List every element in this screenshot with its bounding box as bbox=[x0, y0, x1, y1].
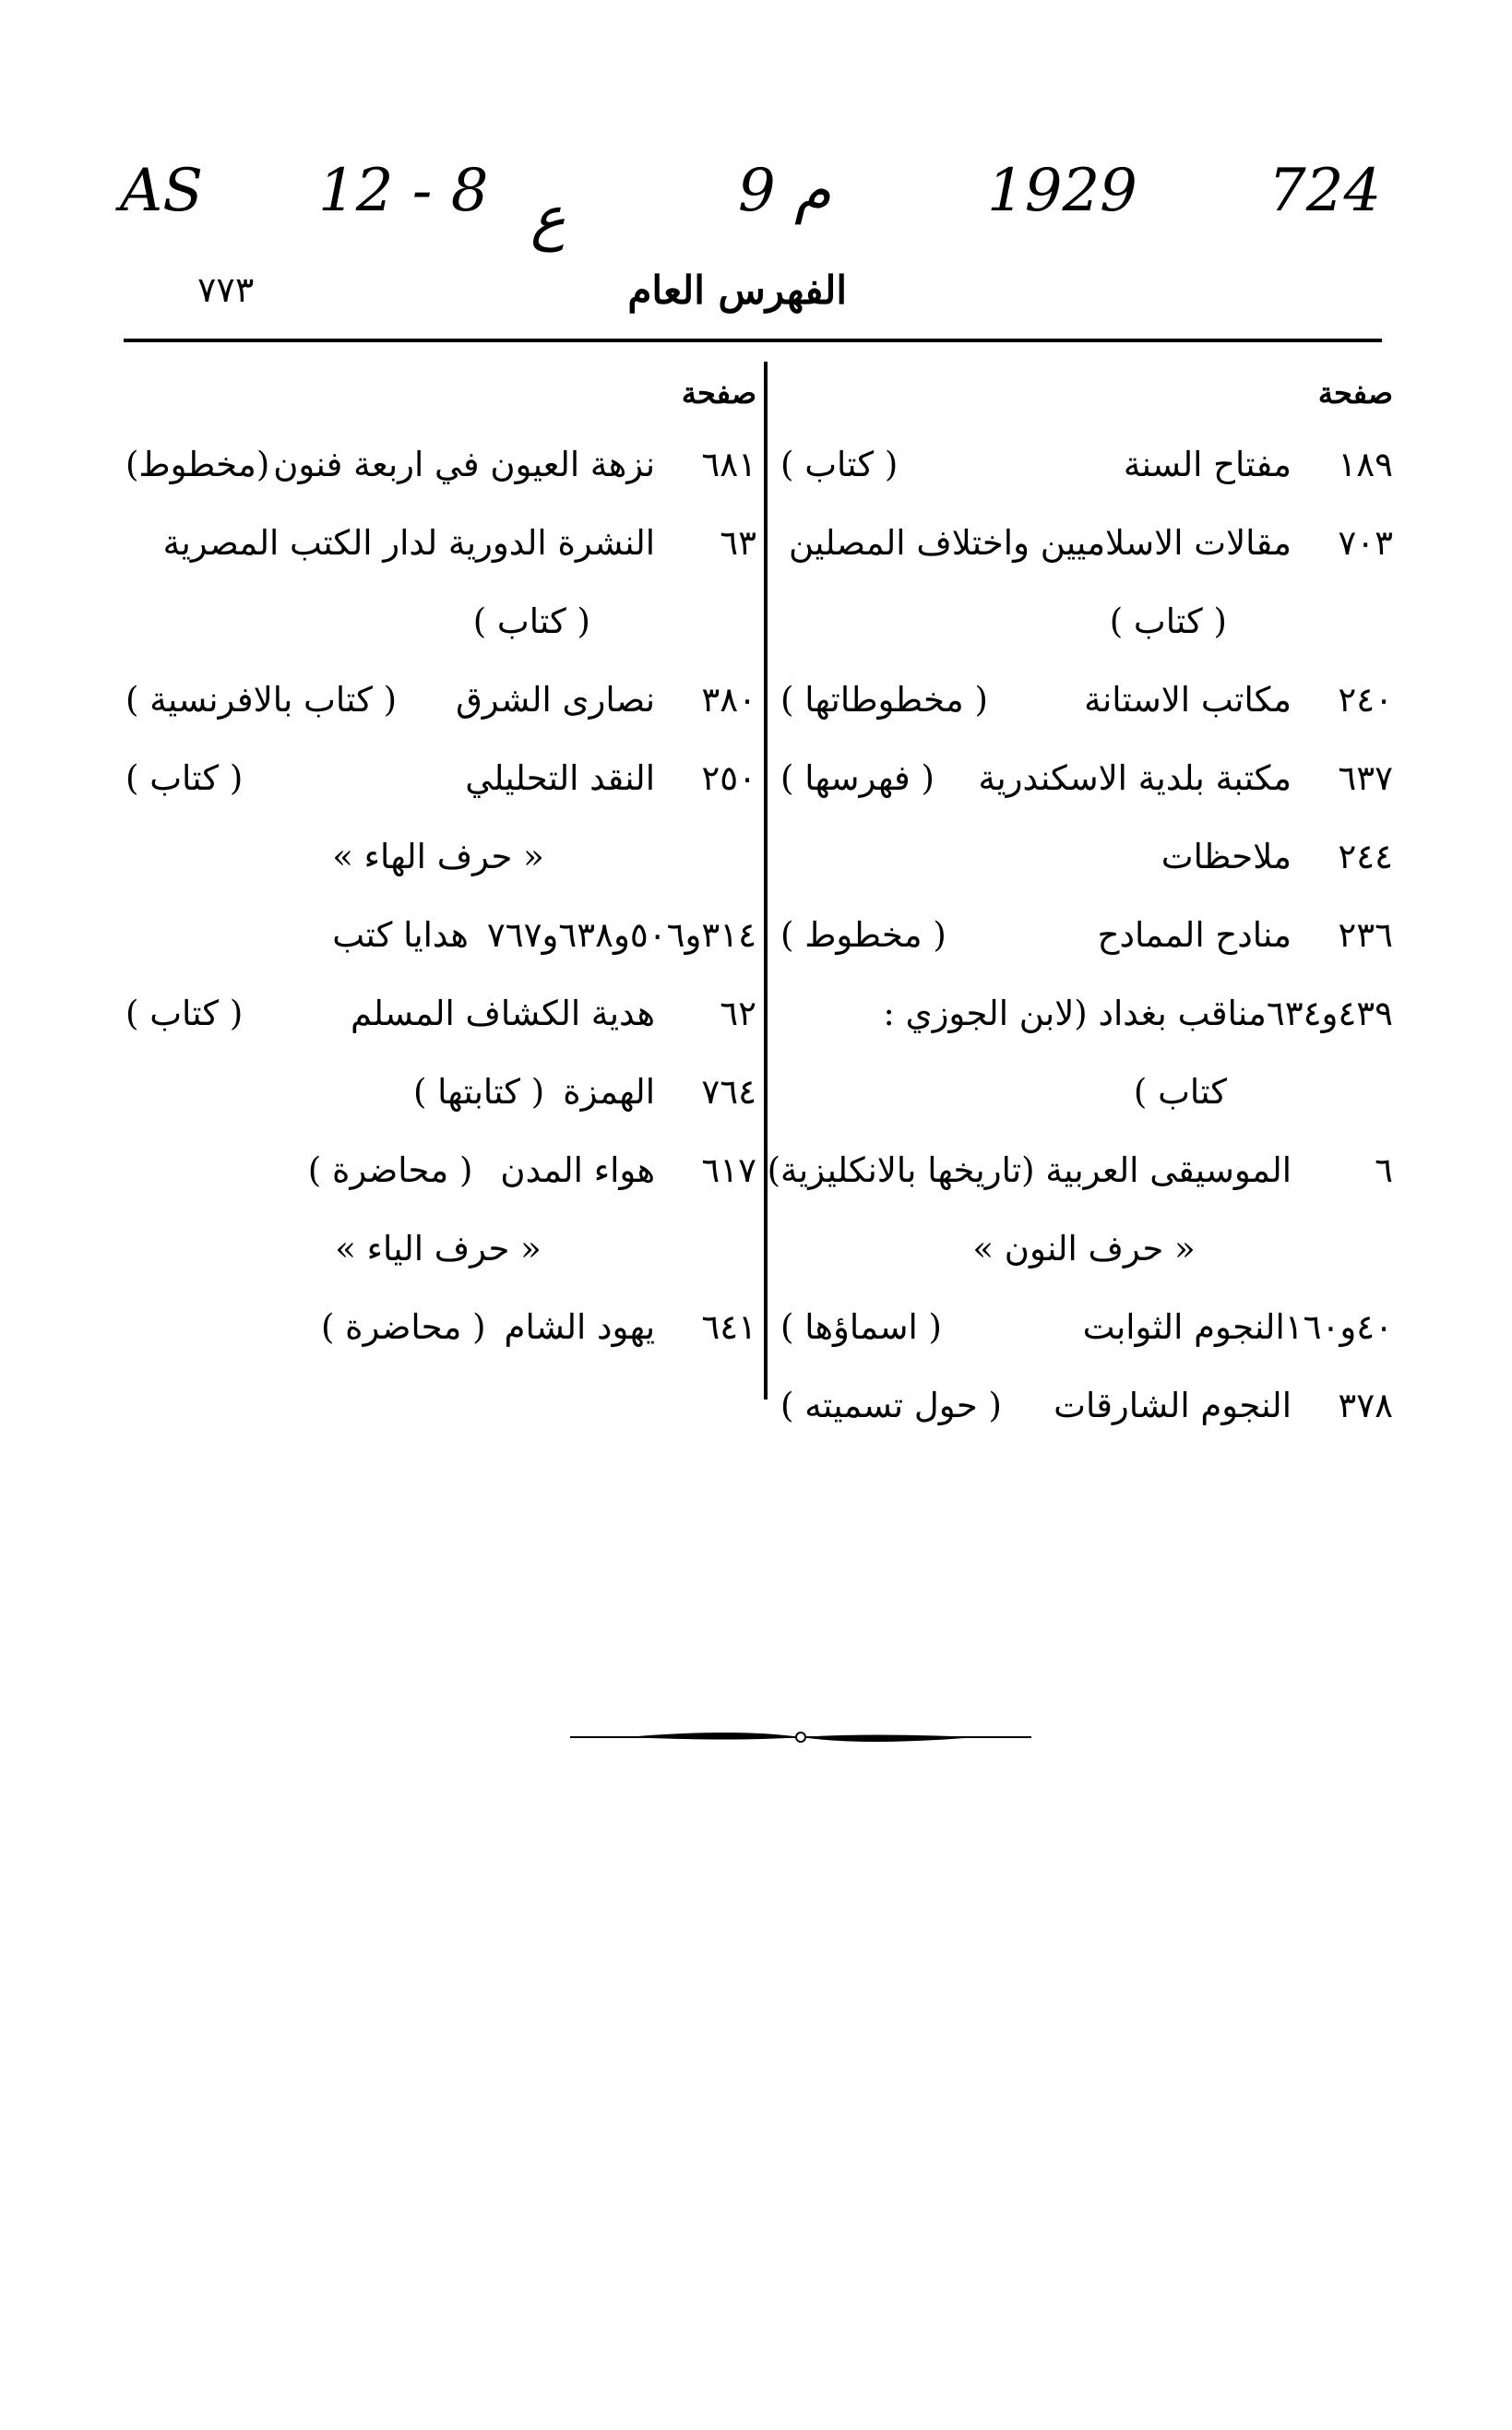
handwritten-note: AS bbox=[120, 157, 204, 225]
entry-page: ٣٧٨ bbox=[1338, 1386, 1393, 1426]
index-entry-continuation bbox=[775, 1054, 1393, 1132]
entry-page: ٦٣ bbox=[720, 523, 756, 564]
entry-kind: ( كتاب ) bbox=[125, 758, 244, 799]
entry-kind: كتاب ) bbox=[1133, 1072, 1227, 1113]
entry-page: ٢٥٠ bbox=[701, 758, 756, 799]
entry-title: النشرة الدورية لدار الكتب المصرية bbox=[162, 523, 655, 564]
index-entry bbox=[120, 1289, 756, 1367]
index-entry bbox=[120, 1132, 756, 1210]
index-entry bbox=[775, 661, 1393, 740]
index-entry bbox=[775, 975, 1393, 1054]
handwritten-annotations bbox=[0, 138, 1512, 253]
column-head: صفحة bbox=[1317, 375, 1393, 411]
entry-title: هدية الكشاف المسلم bbox=[350, 994, 655, 1034]
handwritten-note: 724 bbox=[1268, 157, 1382, 225]
entry-kind: ( كتاب ) bbox=[780, 445, 899, 485]
index-entry bbox=[775, 1367, 1393, 1446]
page-title: الفهرس العام bbox=[627, 268, 847, 313]
column-divider bbox=[764, 362, 768, 1400]
section-heading bbox=[775, 1210, 1393, 1289]
entry-page: ٦٢ bbox=[720, 994, 756, 1034]
entry-title: هدايا كتب bbox=[332, 915, 469, 956]
entry-kind: ( مخطوط ) bbox=[780, 915, 946, 956]
entry-title: منادح الممادح bbox=[1097, 915, 1292, 956]
entry-kind: ( كتاب ) bbox=[1109, 602, 1227, 642]
entry-page: ٤٣٩و٦٣٤ bbox=[1266, 994, 1393, 1034]
index-entry bbox=[120, 661, 756, 740]
entry-kind: ( مخطوطاتها ) bbox=[780, 680, 988, 721]
entry-kind: ( فهرسها ) bbox=[780, 758, 935, 799]
entry-kind: ( كتابتها ) bbox=[412, 1072, 545, 1113]
entry-title: يهود الشام bbox=[504, 1307, 655, 1348]
handwritten-note: 1929 bbox=[987, 157, 1137, 225]
entry-kind: ( حول تسميته ) bbox=[780, 1386, 1002, 1426]
index-entry-continuation bbox=[120, 583, 756, 661]
index-entry bbox=[775, 740, 1393, 818]
entry-page: ٧٠٣ bbox=[1338, 523, 1393, 564]
column-head: صفحة bbox=[681, 375, 756, 411]
entry-title: نزهة العيون في اربعة فنون bbox=[273, 445, 655, 485]
entry-page: ٤٠و١٦٠ bbox=[1284, 1307, 1393, 1348]
entry-title: الموسيقى العربية (تاريخها بالانكليزية) bbox=[767, 1150, 1292, 1191]
entry-title: مقالات الاسلاميين واختلاف المصلين bbox=[788, 523, 1292, 564]
section-heading-text: « حرف النون » bbox=[972, 1229, 1196, 1269]
page-number: ٧٧٣ bbox=[197, 269, 255, 310]
entry-page: ٣٨٠ bbox=[701, 680, 756, 721]
entry-title: النجوم الثوابت bbox=[1082, 1307, 1285, 1348]
entry-title: النجوم الشارقات bbox=[1054, 1386, 1292, 1426]
entry-kind: ( محاضرة ) bbox=[307, 1150, 473, 1191]
section-heading-text: « حرف الهاء » bbox=[332, 837, 544, 877]
handwritten-note: ع bbox=[530, 185, 566, 253]
header-rule bbox=[124, 339, 1382, 342]
entry-page: ٢٤٠ bbox=[1338, 680, 1393, 721]
entry-kind: ( اسماؤها ) bbox=[780, 1307, 942, 1348]
entry-kind: ( كتاب ) bbox=[472, 602, 590, 642]
index-entry bbox=[775, 426, 1393, 505]
section-heading-text: « حرف الياء » bbox=[335, 1229, 542, 1269]
entry-kind: ( محاضرة ) bbox=[320, 1307, 486, 1348]
index-entry bbox=[120, 740, 756, 818]
index-entry bbox=[120, 426, 756, 505]
entry-page: ٦ bbox=[1375, 1150, 1393, 1191]
entry-page: ٦٨١ bbox=[701, 445, 756, 485]
entry-page: ٦٣٧ bbox=[1338, 758, 1393, 799]
index-entry bbox=[767, 1132, 1393, 1210]
index-entry bbox=[775, 818, 1393, 897]
index-entry-continuation bbox=[775, 583, 1393, 661]
entry-title: ملاحظات bbox=[1161, 837, 1292, 877]
handwritten-note: 9 م bbox=[738, 157, 831, 225]
index-column-right bbox=[767, 362, 1393, 1446]
entry-page: ٢٤٤ bbox=[1338, 837, 1393, 877]
end-ornament bbox=[570, 1723, 1031, 1751]
entry-page: ٦١٧ bbox=[701, 1150, 756, 1191]
entry-page: ٣١٤و٥٠٦و٦٣٨و٧٦٧ bbox=[486, 915, 756, 956]
index-entry bbox=[120, 1054, 756, 1132]
index-entry bbox=[775, 505, 1393, 583]
entry-kind: ( كتاب بالافرنسية ) bbox=[125, 680, 398, 721]
index-entry bbox=[775, 1289, 1393, 1367]
entry-title: مناقب بغداد (لابن الجوزي : bbox=[883, 994, 1267, 1034]
entry-page: ٢٣٦ bbox=[1338, 915, 1393, 956]
page-header bbox=[124, 258, 1382, 332]
entry-title: الهمزة bbox=[563, 1072, 655, 1113]
entry-title: هواء المدن bbox=[500, 1150, 655, 1191]
index-entry bbox=[120, 897, 756, 975]
section-heading bbox=[120, 818, 756, 897]
entry-kind: ( كتاب ) bbox=[125, 994, 244, 1034]
entry-page: ٧٦٤ bbox=[701, 1072, 756, 1113]
entry-title: مفتاح السنة bbox=[1123, 445, 1292, 485]
handwritten-note: 12 - 8 bbox=[318, 157, 489, 225]
index-entry bbox=[120, 975, 756, 1054]
entry-kind: (مخطوط) bbox=[125, 445, 270, 485]
index-column-left bbox=[120, 362, 756, 1367]
entry-title: نصارى الشرق bbox=[456, 680, 655, 721]
section-heading bbox=[120, 1210, 756, 1289]
index-entry bbox=[775, 897, 1393, 975]
entry-title: مكاتب الاستانة bbox=[1084, 680, 1292, 721]
index-entry bbox=[120, 505, 756, 583]
entry-title: النقد التحليلي bbox=[465, 758, 655, 799]
entry-page: ١٨٩ bbox=[1338, 445, 1393, 485]
entry-title: مكتبة بلدية الاسكندرية bbox=[978, 758, 1292, 799]
entry-page: ٦٤١ bbox=[701, 1307, 756, 1348]
